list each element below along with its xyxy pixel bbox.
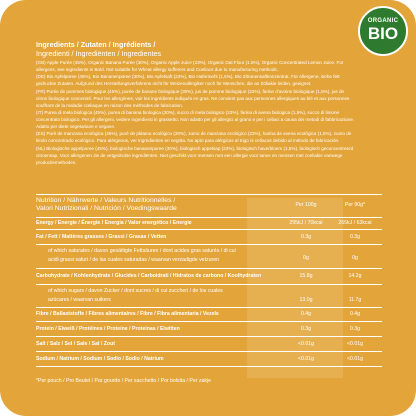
row-label: Fat / Fett / Matières grasses / Grassi / Grasas / Vetten [36, 234, 167, 240]
row-label: Energy / Energie / Énergie / Energia / Valor energético / Energie [36, 220, 192, 226]
ingredients-section [36, 40, 354, 167]
row-value-100g: <0.01g [297, 341, 314, 347]
divider [36, 268, 382, 269]
ingredients-es: (ES) Puré de manzana ecológica (45%), puré de plátano ecológico (30%), zumo de manzana ecológico (23%), harina de avena ecológica (1,5%), zumo de limón concentrado ecológico. Para alérgenos, ver ingredientes en negrita. No apto para alérgicos al trigo ni celíacos debido al método de fabricación. [36, 131, 352, 144]
divider [36, 284, 382, 285]
ingredients-subtitle: Ingredienti / Ingrediënten / Ingredientes [36, 49, 162, 58]
row-value-90g: 0.3g [349, 234, 361, 240]
row-label: of which sugars / davon Zucker / dont sucres / di cui zuccheri / de los cuales azúcares / waarvan suikers [48, 288, 223, 303]
row-value-100g: 13.0g [299, 297, 313, 303]
row-value-100g: 15.8g [299, 273, 313, 279]
row-value-100g: 0.3g [300, 234, 312, 240]
ingredients-title: Ingredients / Zutaten / Ingrédients / [36, 40, 156, 49]
nutrition-title-line1: Nutrition / Nährwerte / Valeurs Nutritionnelles / [36, 197, 176, 204]
row-value-100g: 295kJ / 70kcal [289, 220, 323, 226]
row-value-90g: 0g [352, 255, 358, 261]
column-per-100g: Per 100g [295, 202, 317, 208]
row-value-100g: 0.4g [300, 311, 312, 317]
badge-bio-text: BIO [367, 24, 399, 43]
row-label: of which saturates / davon gesättigte Fettsäuren / dont acides gras saturés / di cui acidi grassi saturi / de las cuales saturadas / waarvan verzadigde vetzuren [48, 248, 236, 263]
divider [36, 366, 382, 367]
row-value-90g: <0.01g [346, 356, 363, 362]
ingredients-gb: (GB) Apple Purée (45%), Organic Banana Purée (30%), Organic Apple Juice (23%), Organic Oat Flour (1.5%), Organic Concentrated Lemon Juice. For allergens, see ingredients in Bold. Not suitable for Wheat allergy sufferers and Coeliacs due to manufacturing methods. [36, 60, 344, 72]
divider [36, 217, 382, 218]
row-label: Fibre / Ballaststoffe / Fibres alimentaires / Fibre / Fibra alimentaria / Vezels [36, 311, 219, 317]
column-per-90g: Per 90g* [344, 202, 366, 208]
footnote: *Per pouch / Pro Beutel / Par gourde / Per sacchetto / Por bolsita / Per zakje [36, 378, 212, 384]
badge-organic-text: ORGANIC [367, 18, 399, 24]
row-label: Salt / Salz / Sel / Sale / Sal / Zout [36, 341, 115, 347]
ingredients-nl: (NL) Biologische appelpuree (45%), biologische bananenpuree (30%), biologisch appelsap (23%), biologisch haverbloem (1,5%), biologisch geconcentreerd citroensap. Voor allergenen zie de vetgedrukte ingrediënten. Niet geschikt voor mensen met een allergie voor tarwe en mensen met coeliakie vanwege productiemethoden. [36, 145, 354, 165]
divider [36, 321, 382, 322]
row-label: Protein / Eiweiß / Protéines / Proteine / Proteínas / Eiwitten [36, 326, 180, 332]
row-value-100g: 0.3g [300, 326, 312, 332]
row-label: Sodium / Natrium / Sodium / Sodio / Sodio / Natrium [36, 356, 164, 362]
row-value-90g: 265kJ / 63kcal [338, 220, 372, 226]
nutrition-title-line2: Valori Nutrizionali / Nutrición / Voedingswaarde [36, 205, 177, 212]
row-value-90g: 0.4g [349, 311, 361, 317]
divider [36, 194, 382, 195]
row-label: Carbohydrate / Kohlenhydrate / Glucides / Carboidrati / Hidratos de carbono / Koolhydraten [36, 273, 262, 279]
organic-bio-badge [358, 6, 408, 56]
row-value-90g: 14.2g [348, 273, 362, 279]
divider [36, 244, 382, 245]
divider [36, 351, 382, 352]
row-value-100g: <0.01g [297, 356, 314, 362]
divider [36, 336, 382, 337]
divider [36, 229, 382, 230]
ingredients-fr: (FR) Purée de pommes biologique (45%), purée de banane biologique (30%), jus de pomme biologique (23%), farine d'avoine biologique (1,5%), jus de citron biologique concentré. Pour les allergènes, voir les ingrédients indiqués en gras. Ne convient pas aux personnes allergiques au blé et aux personnes souffrant de la maladie cœliaque en raison des méthodes de fabrication. [36, 88, 350, 108]
ingredients-it: (IT) Purea di mela biologica (45%), purea di banana biologica (30%), succo di mela biologico (23%), farina di avena biologica (1,5%), succo di limone concentrato biologico. Per gli allergeni, vedere ingredienti in grassetto. Non adatto per gli allergici al grano e per i celiaci a causa dei metodi di fabbricazione. Adatto per diete vegetariane e vegane. [36, 110, 354, 129]
nutrition-title [36, 197, 246, 213]
row-value-90g: 0.3g [349, 326, 361, 332]
divider [36, 307, 382, 308]
row-value-90g: 11.7g [348, 297, 362, 303]
row-value-90g: <0.01g [346, 341, 363, 347]
ingredients-de: (DE) Bio Apfelpüree (45%), Bio Bananenpüree (30%), Bio Apfelsaft (23%), Bio Hafermehl (1,5%), Bio Zitronensaftkonzentrat. Für Allergene, siehe fett gedruckte Zutaten. Aufgrund des Herstellungsverfahrens nicht für Weizenallergiker noch für Menschen, die an Zöliakie leiden, geeignet. [36, 74, 340, 87]
row-value-100g: 0g [303, 255, 309, 261]
